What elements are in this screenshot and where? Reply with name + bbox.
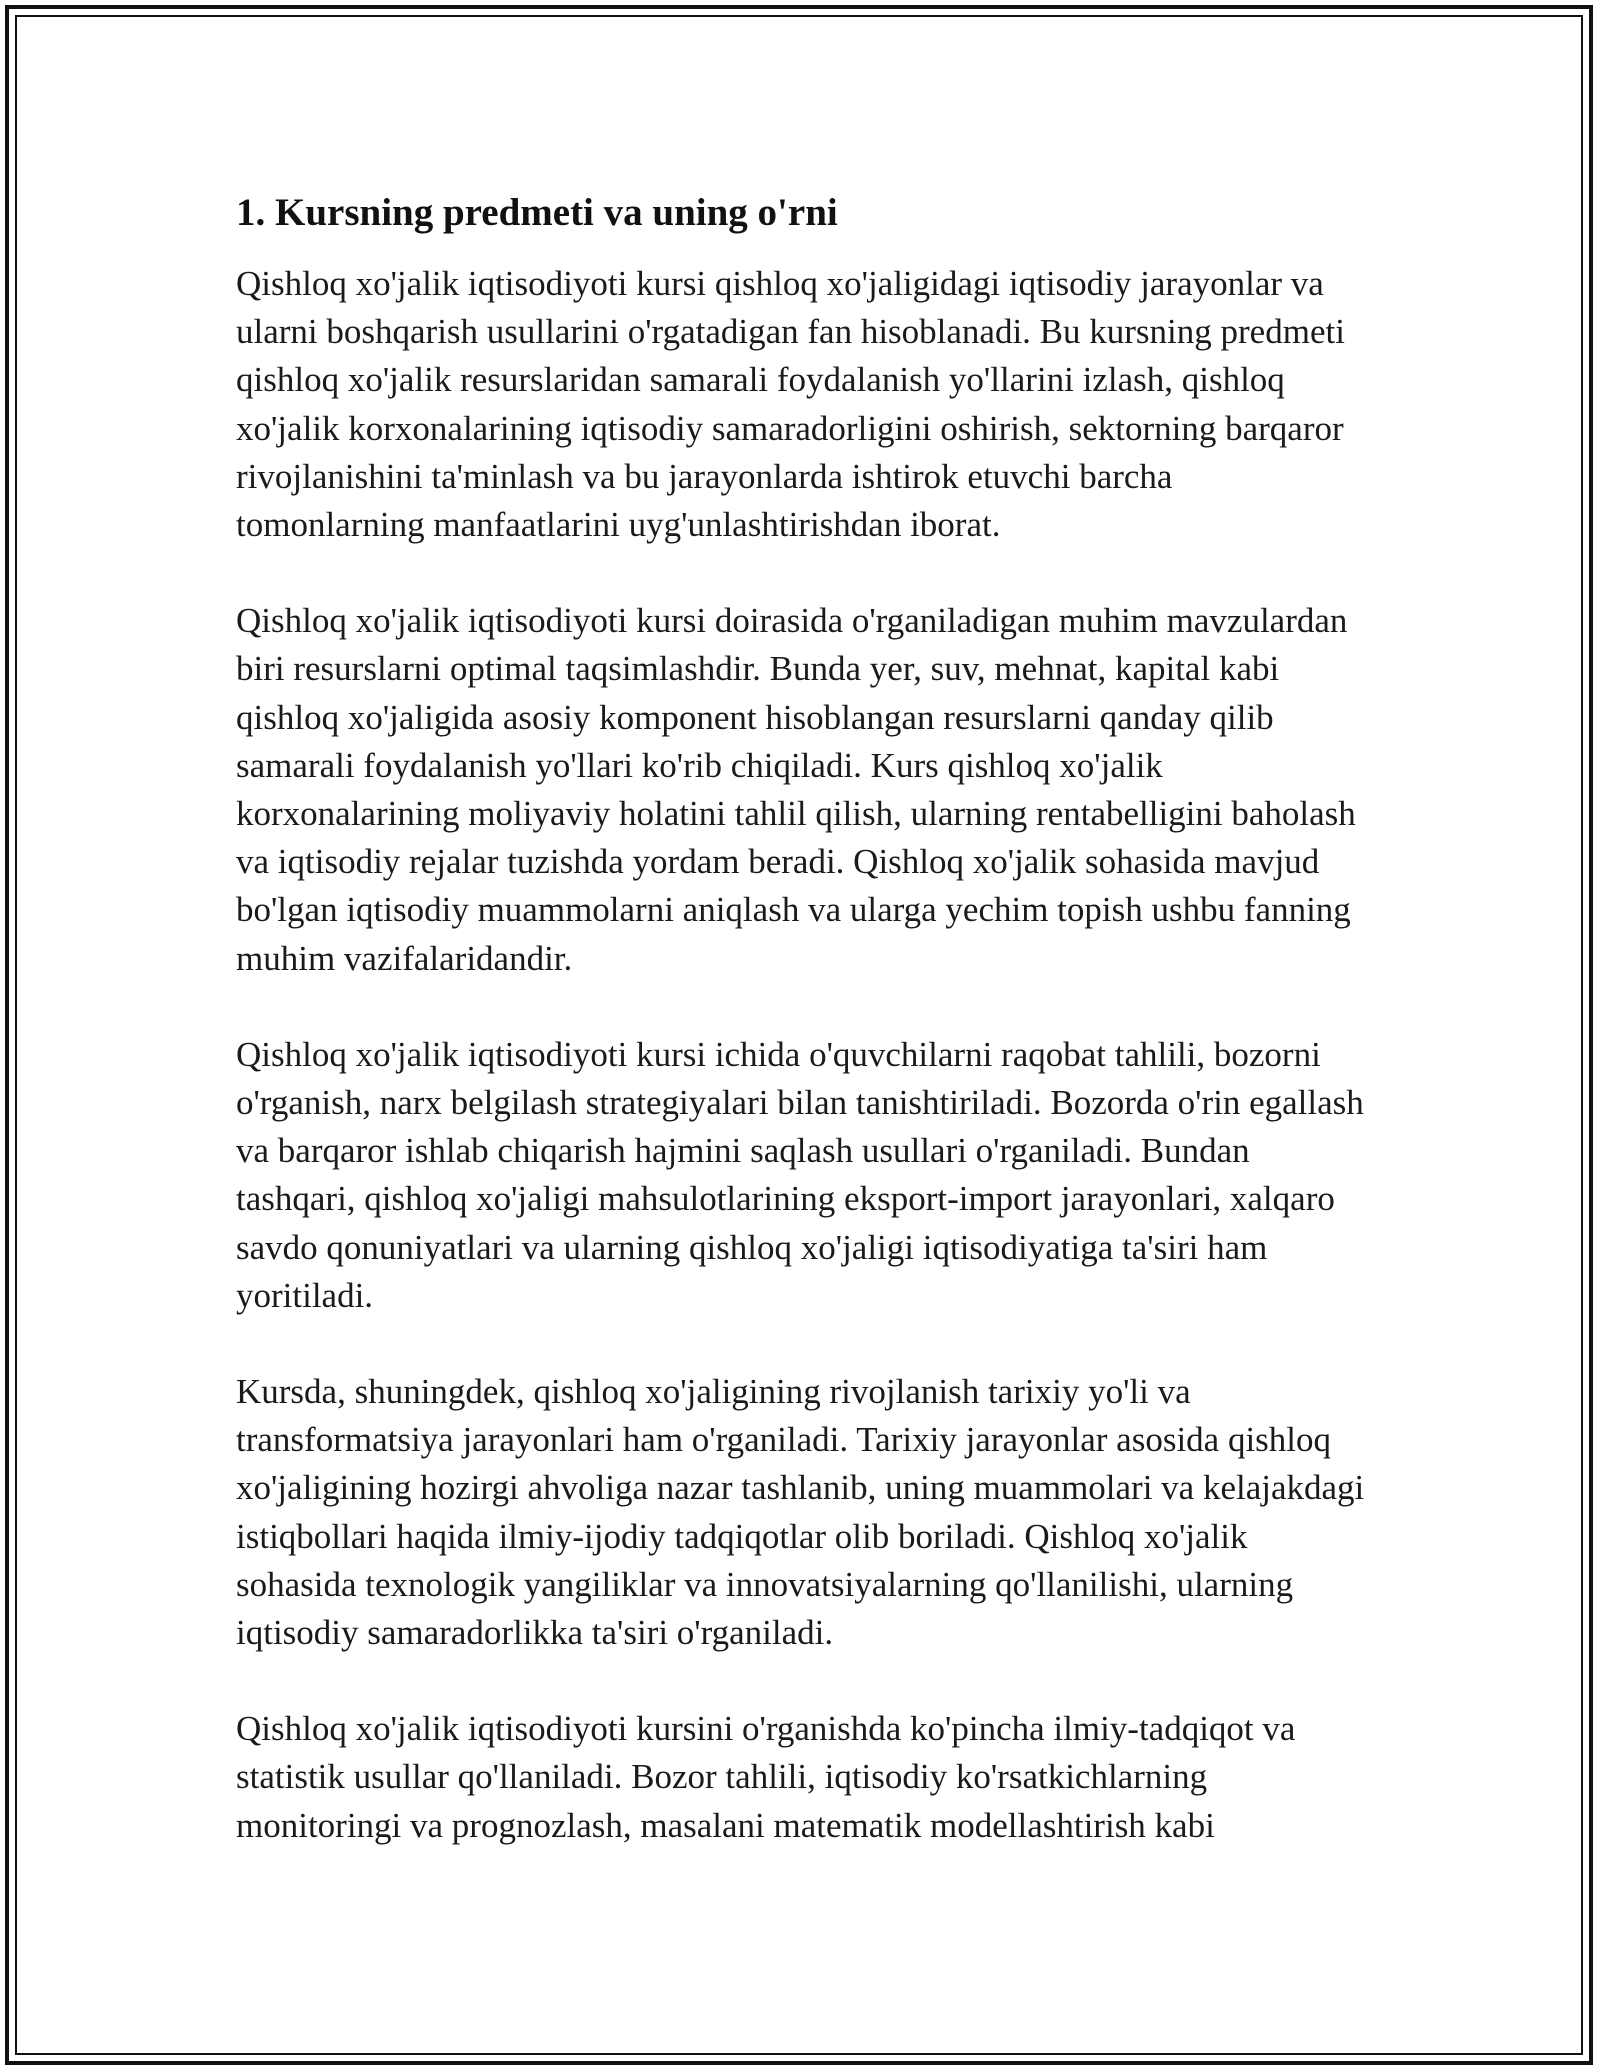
section-heading: 1. Kursning predmeti va uning o'rni (236, 191, 838, 234)
paragraph-2: Qishloq xo'jalik iqtisodiyoti kursi doirasida o'rganiladigan muhim mavzulardan biri resurslarni optimal taqsimlashdir. Bunda yer, suv, mehnat, kapital kabi qishloq xo'jaligida asosiy komponent hisoblangan resurslarni qanday qilib samarali foydalanish yo'llari ko'rib chiqiladi. Kurs qishloq xo'jalik korxonalarining moliyaviy holatini tahlil qilish, ularning rentabelligini baholash va iqtisodiy rejalar tuzishda yordam beradi. Qishloq xo'jalik sohasida mavjud bo'lgan iqtisodiy muammolarni aniqlash va ularga yechim topish ushbu fanning muhim vazifalaridandir. (236, 601, 1356, 978)
paragraph-4: Kursda, shuningdek, qishloq xo'jaligining rivojlanish tarixiy yo'li va transformatsiya jarayonlari ham o'rganiladi. Tarixiy jarayonlar asosida qishloq xo'jaligining hozirgi ahvoliga nazar tashlanib, uning muammolari va kelajakdagi istiqbollari haqida ilmiy-ijodiy tadqiqotlar olib boriladi. Qishloq xo'jalik sohasida texnologik yangiliklar va innovatsiyalarning qo'llanilishi, ularning iqtisodiy samaradorlikka ta'siri o'rganiladi. (236, 1372, 1365, 1653)
paragraph-1: Qishloq xo'jalik iqtisodiyoti kursi qishloq xo'jaligidagi iqtisodiy jarayonlar va ularni boshqarish usullarini o'rgatadigan fan hisoblanadi. Bu kursning predmeti qishloq xo'jalik resurslaridan samarali foydalanish yo'llarini izlash, qishloq xo'jalik korxonalarining iqtisodiy samaradorligini oshirish, sektorning barqaror rivojlanishini ta'minlash va bu jarayonlarda ishtirok etuvchi barcha tomonlarning manfaatlarini uyg'unlashtirishdan iborat. (236, 264, 1345, 545)
paragraph-3: Qishloq xo'jalik iqtisodiyoti kursi ichida o'quvchilarni raqobat tahlili, bozorni o'rganish, narx belgilash strategiyalari bilan tanishtiriladi. Bozorda o'rin egallash va barqaror ishlab chiqarish hajmini saqlash usullari o'rganiladi. Bundan tashqari, qishloq xo'jaligi mahsulotlarining eksport-import jarayonlari, xalqaro savdo qonuniyatlari va ularning qishloq xo'jaligi iqtisodiyatiga ta'siri ham yoritiladi. (236, 1034, 1364, 1315)
document-body (236, 186, 1366, 1850)
paragraph-5: Qishloq xo'jalik iqtisodiyoti kursini o'rganishda ko'pincha ilmiy-tadqiqot va statistik usullar qo'llaniladi. Bozor tahlili, iqtisodiy ko'rsatkichlarning monitoringi va prognozlash, masalani matematik modellashtirish kabi (236, 1709, 1296, 1845)
